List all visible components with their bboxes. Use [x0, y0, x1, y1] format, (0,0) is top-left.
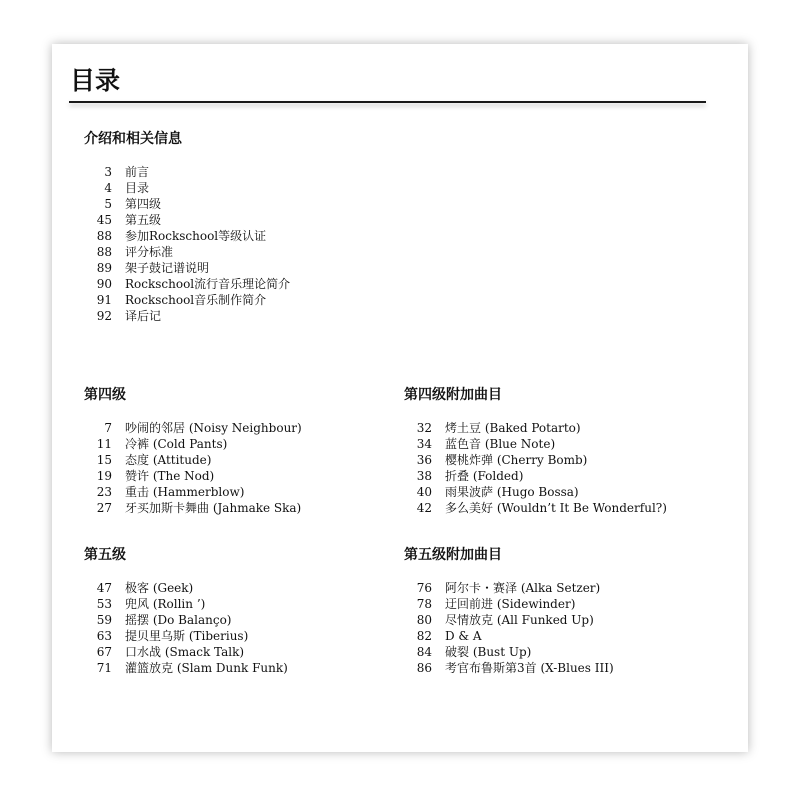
toc-entry-page-number: 23	[96, 485, 112, 499]
toc-entry-title: 重击 (Hammerblow)	[125, 485, 245, 499]
toc-entry-page-number: 59	[96, 613, 112, 627]
section-heading: 第四级	[84, 387, 126, 403]
toc-entry-title: 架子鼓记谱说明	[125, 261, 210, 275]
toc-entry-page-number: 84	[416, 645, 432, 659]
toc-entry	[404, 628, 614, 644]
toc-entry-title: 考官布鲁斯第3首 (X-Blues III)	[445, 661, 614, 675]
section-grade5-extra	[404, 546, 614, 676]
toc-entry-page-number: 78	[416, 597, 432, 611]
toc-entry	[404, 644, 614, 660]
toc-entry-page-number: 47	[96, 581, 112, 595]
section-heading: 第五级附加曲目	[404, 547, 502, 563]
toc-entry	[84, 260, 290, 276]
toc-entry-title: 摇摆 (Do Balanço)	[125, 613, 232, 627]
toc-list	[404, 420, 667, 516]
page-title: 目录	[70, 66, 121, 95]
toc-entry-page-number: 11	[96, 437, 112, 451]
toc-list	[404, 580, 614, 676]
toc-entry	[404, 436, 667, 452]
toc-entry-title: 赞许 (The Nod)	[125, 469, 215, 483]
toc-entry-title: 雨果波萨 (Hugo Bossa)	[445, 485, 579, 499]
toc-entry-title: 前言	[125, 165, 150, 179]
toc-entry-title: 参加Rockschool等级认证	[125, 229, 267, 243]
toc-entry	[404, 468, 667, 484]
toc-entry	[84, 276, 290, 292]
toc-entry-page-number: 7	[104, 421, 112, 435]
toc-entry	[84, 212, 290, 228]
toc-entry-page-number: 88	[96, 229, 112, 243]
toc-entry	[84, 292, 290, 308]
section-intro	[84, 130, 290, 324]
toc-entry-title: 口水战 (Smack Talk)	[125, 645, 245, 659]
section-heading: 介绍和相关信息	[84, 131, 182, 147]
toc-entry-title: 第四级	[125, 197, 162, 211]
toc-entry	[404, 420, 667, 436]
toc-entry-title: D & A	[445, 629, 482, 643]
title-divider	[69, 101, 706, 103]
toc-entry	[84, 660, 288, 676]
toc-entry	[404, 596, 614, 612]
toc-entry-page-number: 67	[96, 645, 112, 659]
toc-entry-title: 态度 (Attitude)	[125, 453, 212, 467]
toc-entry-title: 牙买加斯卡舞曲 (Jahmake Ska)	[125, 501, 302, 515]
toc-entry-title: 折叠 (Folded)	[445, 469, 524, 483]
toc-entry	[84, 500, 302, 516]
toc-entry	[84, 196, 290, 212]
toc-entry	[84, 484, 302, 500]
toc-entry	[84, 452, 302, 468]
toc-entry-page-number: 19	[96, 469, 112, 483]
toc-entry-page-number: 82	[416, 629, 432, 643]
toc-entry-page-number: 86	[416, 661, 432, 675]
toc-entry	[404, 660, 614, 676]
toc-entry-page-number: 32	[416, 421, 432, 435]
toc-entry-title: 兜风 (Rollin ’)	[125, 597, 206, 611]
toc-entry	[84, 644, 288, 660]
toc-entry-page-number: 27	[96, 501, 112, 515]
toc-entry	[404, 484, 667, 500]
toc-entry	[84, 180, 290, 196]
toc-entry	[84, 580, 288, 596]
toc-entry	[404, 452, 667, 468]
toc-entry-title: Rockschool流行音乐理论简介	[125, 277, 291, 291]
toc-entry-title: 多么美好 (Wouldn’t It Be Wonderful?)	[445, 501, 667, 515]
toc-list	[84, 164, 290, 324]
toc-entry	[404, 612, 614, 628]
section-grade4-extra	[404, 386, 667, 516]
toc-list	[84, 420, 302, 516]
section-heading: 第四级附加曲目	[404, 387, 502, 403]
toc-list	[84, 580, 288, 676]
toc-entry-page-number: 53	[96, 597, 112, 611]
toc-entry-title: 蓝色音 (Blue Note)	[445, 437, 556, 451]
toc-entry-page-number: 91	[96, 293, 112, 307]
toc-entry	[84, 420, 302, 436]
toc-entry-page-number: 45	[96, 213, 112, 227]
toc-entry-page-number: 15	[96, 453, 112, 467]
toc-entry-page-number: 3	[104, 165, 112, 179]
toc-entry	[84, 164, 290, 180]
toc-entry-title: 破裂 (Bust Up)	[445, 645, 532, 659]
toc-entry-title: 极客 (Geek)	[125, 581, 194, 595]
toc-entry-title: 冷裤 (Cold Pants)	[125, 437, 228, 451]
toc-entry-title: 烤土豆 (Baked Potarto)	[445, 421, 581, 435]
toc-entry	[84, 628, 288, 644]
toc-entry-page-number: 38	[416, 469, 432, 483]
toc-entry-page-number: 5	[104, 197, 112, 211]
toc-entry	[84, 436, 302, 452]
section-grade5	[84, 546, 288, 676]
toc-entry-page-number: 34	[416, 437, 432, 451]
toc-entry-title: 樱桃炸弹 (Cherry Bomb)	[445, 453, 588, 467]
toc-entry	[84, 244, 290, 260]
toc-entry-title: 灌篮放克 (Slam Dunk Funk)	[125, 661, 288, 675]
toc-entry-title: 阿尔卡・赛泽 (Alka Setzer)	[445, 581, 601, 595]
section-grade4	[84, 386, 302, 516]
toc-entry-page-number: 89	[96, 261, 112, 275]
toc-entry-title: 迂回前进 (Sidewinder)	[445, 597, 576, 611]
toc-entry	[84, 468, 302, 484]
toc-entry	[404, 500, 667, 516]
toc-entry-title: Rockschool音乐制作简介	[125, 293, 267, 307]
toc-entry-page-number: 88	[96, 245, 112, 259]
toc-entry	[84, 612, 288, 628]
toc-entry	[84, 308, 290, 324]
toc-entry-title: 目录	[125, 181, 150, 195]
toc-entry-page-number: 36	[416, 453, 432, 467]
toc-entry-page-number: 71	[96, 661, 112, 675]
toc-entry-title: 评分标准	[125, 245, 174, 259]
toc-entry-page-number: 76	[416, 581, 432, 595]
toc-entry-page-number: 80	[416, 613, 432, 627]
toc-entry-page-number: 90	[96, 277, 112, 291]
section-heading: 第五级	[84, 547, 126, 563]
toc-entry-title: 提贝里乌斯 (Tiberius)	[125, 629, 249, 643]
toc-entry-title: 译后记	[125, 309, 162, 323]
toc-entry-page-number: 63	[96, 629, 112, 643]
toc-entry-page-number: 40	[416, 485, 432, 499]
toc-entry-page-number: 4	[104, 181, 112, 195]
toc-entry	[84, 228, 290, 244]
toc-entry-page-number: 42	[416, 501, 432, 515]
toc-entry	[84, 596, 288, 612]
toc-entry	[404, 580, 614, 596]
toc-entry-page-number: 92	[96, 309, 112, 323]
toc-entry-title: 吵闹的邻居 (Noisy Neighbour)	[125, 421, 302, 435]
toc-entry-title: 尽情放克 (All Funked Up)	[445, 613, 594, 627]
toc-entry-title: 第五级	[125, 213, 162, 227]
